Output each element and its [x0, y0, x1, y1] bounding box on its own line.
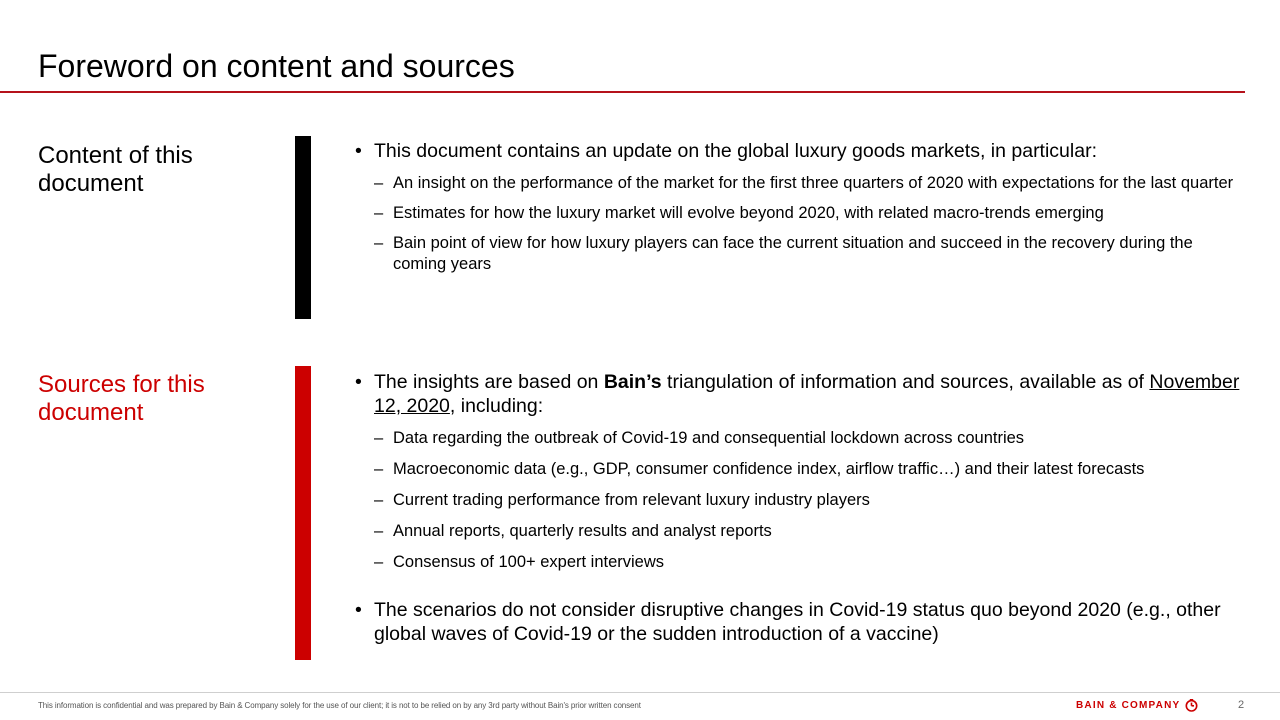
sources-date: November 12, 2020	[374, 371, 1240, 417]
brand-mark-icon	[1185, 699, 1198, 712]
content-section-body	[355, 139, 1240, 275]
content-bullet	[355, 139, 1240, 163]
sources-section-label: Sources for this document	[38, 371, 205, 426]
sources-bullet-prefix: The insights are based on	[374, 371, 604, 393]
sources-section-body	[355, 370, 1240, 646]
content-section-bar	[295, 136, 311, 319]
list-item	[355, 521, 1240, 542]
bullet-marker: •	[355, 599, 362, 621]
list-item	[355, 428, 1240, 449]
brand-name: BAIN & COMPANY	[1076, 700, 1181, 711]
list-item-text: Consensus of 100+ expert interviews	[393, 553, 665, 571]
list-item	[355, 173, 1240, 194]
list-item-text: Data regarding the outbreak of Covid-19 and consequential lockdown across countries	[393, 429, 1025, 447]
dash-marker: –	[374, 522, 384, 540]
brand-logo	[1076, 699, 1198, 712]
list-item-text: Bain point of view for how luxury players can face the current situation and succeed in the recovery during the coming years	[393, 234, 1193, 273]
sources-bullet-suffix: , including:	[449, 395, 544, 417]
sources-section-bar	[295, 366, 311, 660]
list-item	[355, 459, 1240, 480]
dash-marker: –	[374, 553, 384, 571]
sources-bullet	[355, 370, 1240, 418]
list-item	[355, 233, 1240, 275]
content-bullet-text: This document contains an update on the global luxury goods markets, in particular:	[374, 140, 1097, 162]
dash-marker: –	[374, 234, 384, 252]
page-number: 2	[1238, 699, 1245, 711]
dash-marker: –	[374, 491, 384, 509]
page-title: Foreword on content and sources	[38, 48, 515, 84]
list-item-text: Macroeconomic data (e.g., GDP, consumer confidence index, airflow traffic…) and their latest forecasts	[393, 460, 1145, 478]
list-item-text: An insight on the performance of the market for the first three quarters of 2020 with expectations for the last quarter	[393, 174, 1234, 192]
list-item	[355, 552, 1240, 573]
bullet-marker: •	[355, 371, 362, 393]
scenarios-bullet	[355, 598, 1240, 646]
content-section-label: Content of this document	[38, 142, 193, 197]
dash-marker: –	[374, 460, 384, 478]
scenarios-bullet-text: The scenarios do not consider disruptive changes in Covid-19 status quo beyond 2020 (e.g., other global waves of Covid-19 or the sudden introduction of a vaccine)	[374, 599, 1221, 645]
dash-marker: –	[374, 204, 384, 222]
bullet-marker: •	[355, 140, 362, 162]
list-item	[355, 203, 1240, 224]
confidentiality-disclaimer: This information is confidential and was prepared by Bain & Company solely for the use of our client; it is not to be relied on by any 3rd party without Bain's prior written consent	[38, 701, 641, 710]
sources-bullet-mid: triangulation of information and sources, available as of	[661, 371, 1150, 393]
list-item-text: Current trading performance from relevant luxury industry players	[393, 491, 870, 509]
list-item-text: Annual reports, quarterly results and analyst reports	[393, 522, 772, 540]
list-item	[355, 490, 1240, 511]
dash-marker: –	[374, 174, 384, 192]
footer-divider	[0, 692, 1280, 693]
sources-bullet-bold: Bain’s	[603, 371, 662, 393]
list-item-text: Estimates for how the luxury market will evolve beyond 2020, with related macro-trends emerging	[393, 204, 1104, 222]
title-divider	[0, 91, 1245, 93]
dash-marker: –	[374, 429, 384, 447]
